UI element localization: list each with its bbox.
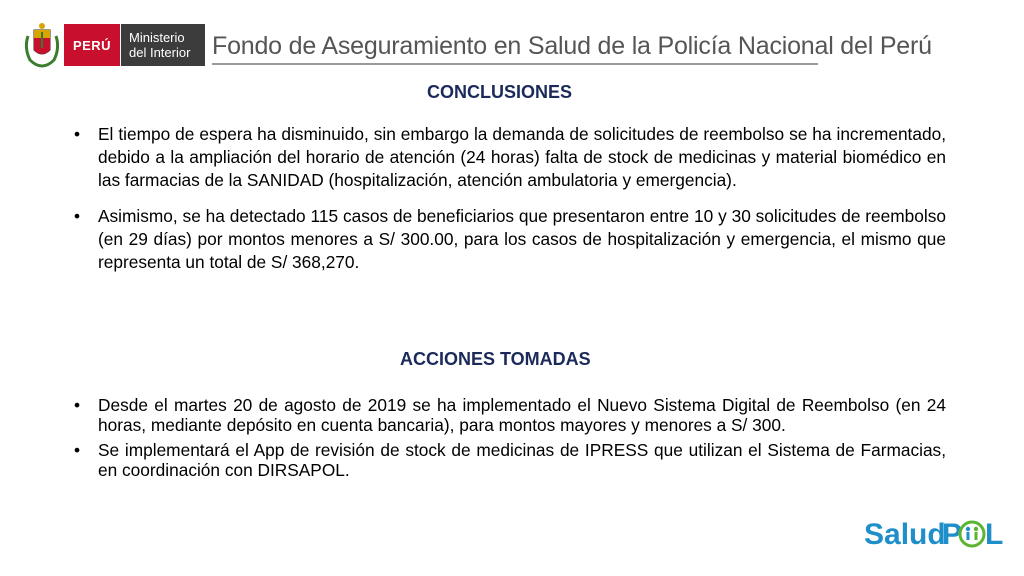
saludpol-logo: [864, 508, 1004, 556]
peru-label: PERÚ: [64, 24, 120, 66]
family-icon: [960, 522, 984, 546]
actions-heading: ACCIONES TOMADAS: [400, 349, 591, 369]
bullet-text: El tiempo de espera ha disminuido, sin embargo la demanda de solicitudes de reembolso se ha incrementado, debido a la ampliación del horario de atención (24 horas) falta de stock de medicinas y material biomédico en las farmacias de la SANIDAD (hospitalización, atención ambulatoria y emergencia).: [98, 124, 946, 190]
logo-text-l: L: [985, 518, 1004, 551]
bullet-icon: •: [74, 440, 81, 460]
peru-coat-of-arms-icon: [22, 20, 62, 68]
actions-list: [72, 396, 946, 480]
header: [22, 20, 932, 72]
bullet-icon: •: [74, 395, 81, 415]
bullet-text: Desde el martes 20 de agosto de 2019 se ha implementado el Nuevo Sistema Digital de Reembolso (en 24 horas, mediante depósito en cuenta bancaria), para montos mayores y menores a S/ 300.: [98, 395, 946, 435]
list-item: [72, 441, 946, 480]
list-item: [72, 205, 946, 274]
fund-title: Fondo de Aseguramiento en Salud de la Policía Nacional del Perú: [212, 32, 932, 60]
conclusions-heading: CONCLUSIONES: [427, 82, 573, 102]
ministry-line-2: del Interior: [129, 45, 191, 60]
ministry-line-1: Ministerio: [129, 30, 185, 45]
conclusions-list: [72, 123, 946, 274]
logo-text-salud: Salud: [864, 518, 946, 551]
ministry-label: [121, 24, 205, 66]
logo-text-p: P: [942, 518, 963, 551]
list-item: [72, 123, 946, 192]
bullet-icon: •: [74, 206, 81, 226]
bullet-text: Asimismo, se ha detectado 115 casos de beneficiarios que presentaron entre 10 y 30 solicitudes de reembolso (en 29 días) por montos menores a S/ 300.00, para los casos de hospitalización y emergencia, el mismo que representa un total de S/ 368,270.: [98, 206, 946, 272]
bullet-text: Se implementará el App de revisión de stock de medicinas de IPRESS que utilizan el Sistema de Farmacias, en coordinación con DIRSAPOL.: [98, 440, 946, 480]
list-item: [72, 396, 946, 435]
header-divider: [212, 63, 818, 65]
bullet-icon: •: [74, 124, 81, 144]
